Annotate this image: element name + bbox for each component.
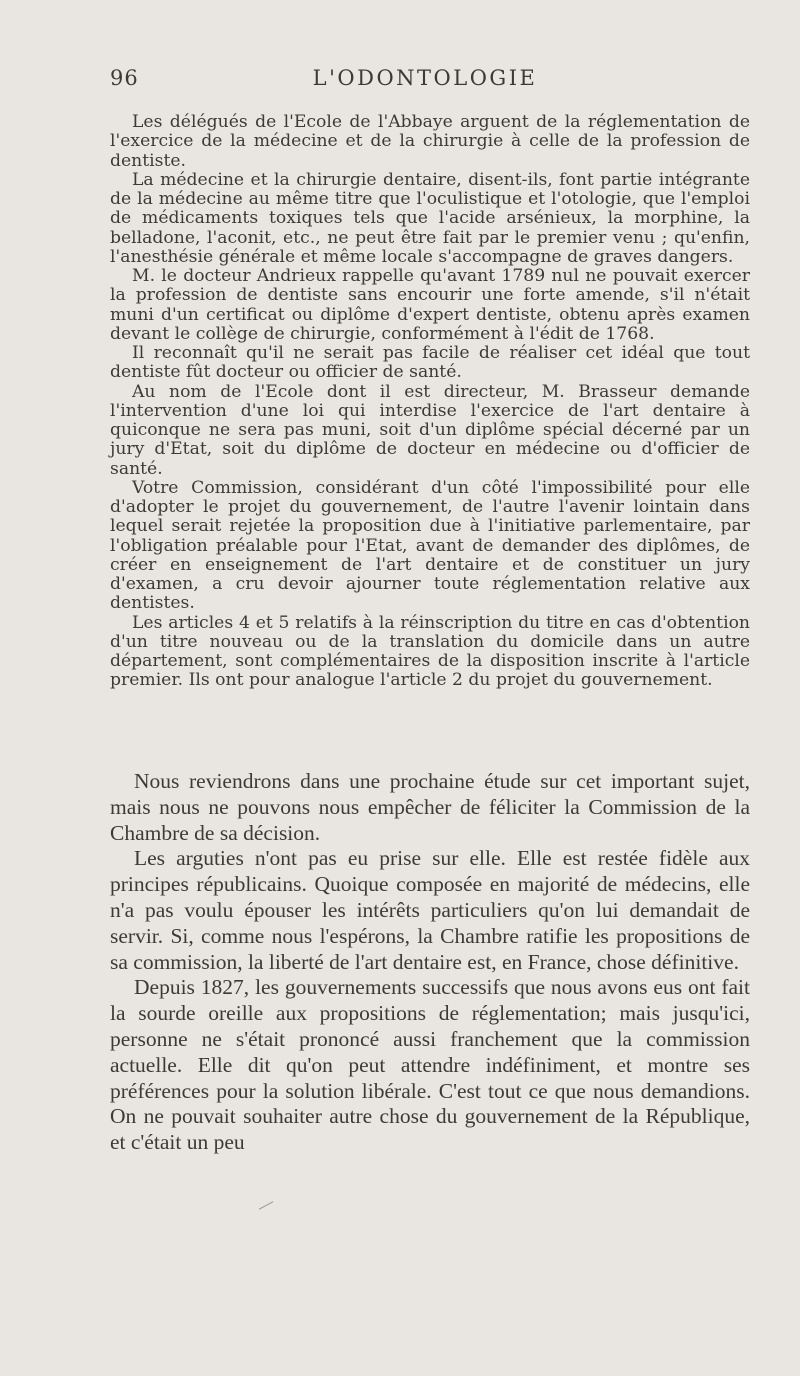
running-head [110,66,740,96]
paragraph: Les délégués de l'Ecole de l'Abbaye arguent de la réglementation de l'exercice de la médecine et de la chirurgie à celle de la profession de dentiste. [110,112,750,171]
running-title: L'ODONTOLOGIE [312,66,538,90]
paragraph: Les articles 4 et 5 relatifs à la réinscription du titre en cas d'obtention d'un titre nouveau ou de la translation du domicile dans un autre département, sont complémentaires de la disposition inscrite à l'article premier. Ils ont pour analogue l'article 2 du projet du gouvernement. [110,612,750,691]
stray-pencil-mark [259,1201,274,1209]
small-print-section [110,113,750,691]
paragraph: Nous reviendrons dans une prochaine étude sur cet important sujet, mais nous ne pouvons nous empêcher de féliciter la Commission de la Chambre de sa décision. [110,769,750,845]
paragraph: M. le docteur Andrieux rappelle qu'avant 1789 nul ne pouvait exercer la profession de dentiste sans encourir une forte amende, s'il n'était muni d'un certificat ou diplôme d'expert dentiste, obtenu après examen devant le collège de chirurgie, conformément à l'édit de 1768. [110,266,750,344]
paragraph: Votre Commission, considérant d'un côté l'impossibilité pour elle d'adopter le projet du gouvernement, de l'autre l'avenir lointain dans lequel serait rejetée la proposition due à l'initiative parlementaire, par l'obligation préalable pour l'Etat, avant de demander des diplômes, de créer en enseignement de l'art dentaire et de constituer un jury d'examen, a cru devoir ajourner toute réglementation relative aux dentistes. [110,477,750,614]
paragraph: La médecine et la chirurgie dentaire, disent-ils, font partie intégrante de la médecine au même titre que l'oculistique et l'otologie, que l'emploi de médicaments toxiques tels que l'acide arsénieux, la morphine, la belladone, l'aconit, etc., ne peut être fait par le premier venu ; qu'enfin, l'anesthésie générale et même locale s'accompagne de graves dangers. [110,169,750,267]
paragraph: Au nom de l'Ecole dont il est directeur, M. Brasseur demande l'intervention d'une loi qui interdise l'exercice de l'art dentaire à quiconque ne sera pas muni, soit d'un diplôme spécial décerné par un jury d'Etat, soit du diplôme de docteur en médecine ou d'officier de santé. [110,381,750,479]
paragraph: Depuis 1827, les gouvernements successifs que nous avons eus ont fait la sourde oreille aux propositions de réglementation; mais jusqu'ici, personne ne s'était prononcé aussi franchement que la commission actuelle. Elle dit qu'on peut attendre indéfiniment, et montre ses préférences pour la solution libérale. C'est tout ce que nous demandions. On ne pouvait souhaiter autre chose du gouvernement de la République, et c'était un peu [110,975,750,1155]
page-number: 96 [110,66,139,90]
large-print-section [110,769,750,1156]
paragraph: Il reconnaît qu'il ne serait pas facile de réaliser cet idéal que tout dentiste fût docteur ou officier de santé. [110,343,750,383]
paragraph: Les arguties n'ont pas eu prise sur elle. Elle est restée fidèle aux principes républicains. Quoique composée en majorité de médecins, elle n'a pas voulu épouser les intérêts particuliers qu'on lui demandait de servir. Si, comme nous l'espérons, la Chambre ratifie les propositions de sa commission, la liberté de l'art dentaire est, en France, chose définitive. [110,846,750,974]
